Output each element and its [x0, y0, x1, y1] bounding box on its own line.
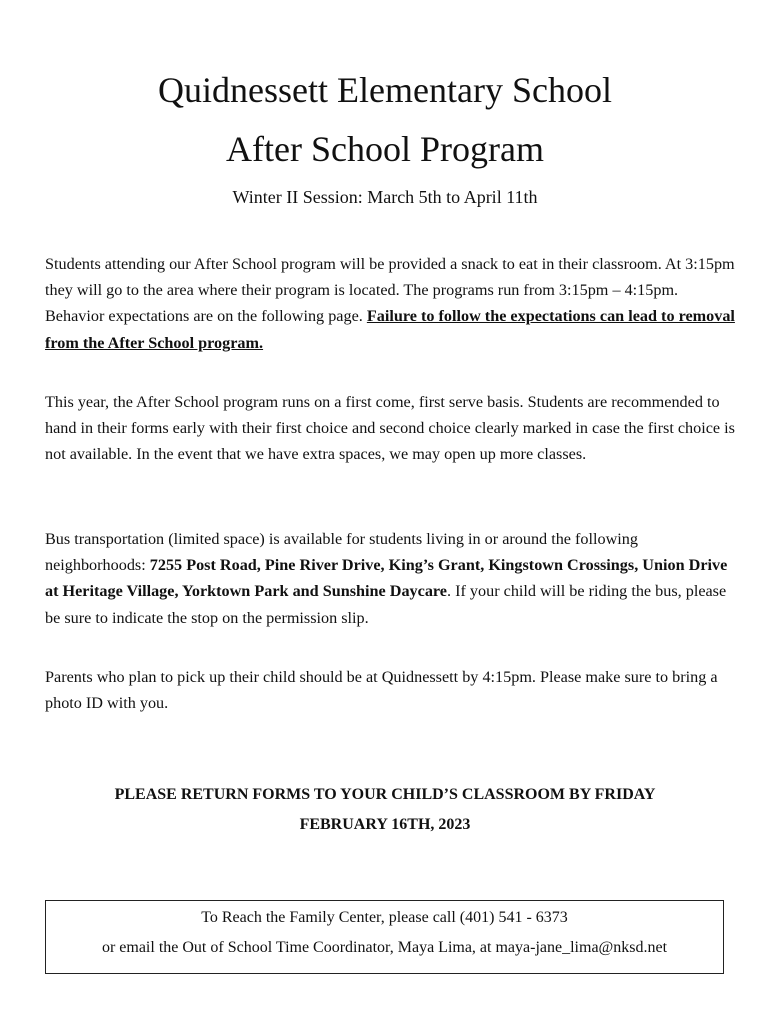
- return-forms-notice: [45, 780, 725, 840]
- notice-line-2: FEBRUARY 16TH, 2023: [299, 816, 471, 833]
- school-name-title: Quidnessett Elementary School: [158, 70, 612, 110]
- contact-info-box: [45, 900, 724, 974]
- session-dates-subtitle: Winter II Session: March 5th to April 11th: [232, 187, 538, 207]
- bus-neighborhoods-list: 7255 Post Road, Pine River Drive, King’s Grant, Kingstown Crossings, Union Drive at Heritage Village, Yorktown Park and Sunshine Daycare: [45, 556, 728, 601]
- behavior-warning: Failure to follow the expectations can lead to removal from the After School program.: [45, 307, 735, 352]
- family-center-phone: To Reach the Family Center, please call (401) 541 - 6373: [201, 909, 568, 926]
- coordinator-email: or email the Out of School Time Coordinator, Maya Lima, at maya-jane_lima@nksd.net: [101, 939, 668, 956]
- snack-and-schedule-paragraph: [45, 251, 735, 356]
- program-title: After School Program: [226, 129, 544, 169]
- bus-transportation-paragraph: [45, 526, 735, 631]
- enrollment-paragraph: This year, the After School program runs on a first come, first serve basis. Students are recommended to hand in their forms early with their first choice and second choice clearly marked in case the first choice is not available. In the event that we have extra spaces, we may open up more classes.: [45, 393, 735, 464]
- notice-line-1: PLEASE RETURN FORMS TO YOUR CHILD’S CLASSROOM BY FRIDAY: [114, 786, 656, 803]
- bus-instructions-text: . If your child will be riding the bus, please be sure to indicate the stop on the permission slip.: [45, 582, 727, 627]
- schedule-text: Students attending our After School program will be provided a snack to eat in their classroom. At 3:15pm they will go to the area where their program is located. The programs run from 3:15pm – 4:15pm. Behavior expectations are on the following page.: [45, 255, 735, 326]
- pickup-paragraph: Parents who plan to pick up their child should be at Quidnessett by 4:15pm. Please make sure to bring a photo ID with you.: [45, 668, 718, 713]
- bus-intro-text: Bus transportation (limited space) is available for students living in or around the following neighborhoods:: [45, 530, 638, 575]
